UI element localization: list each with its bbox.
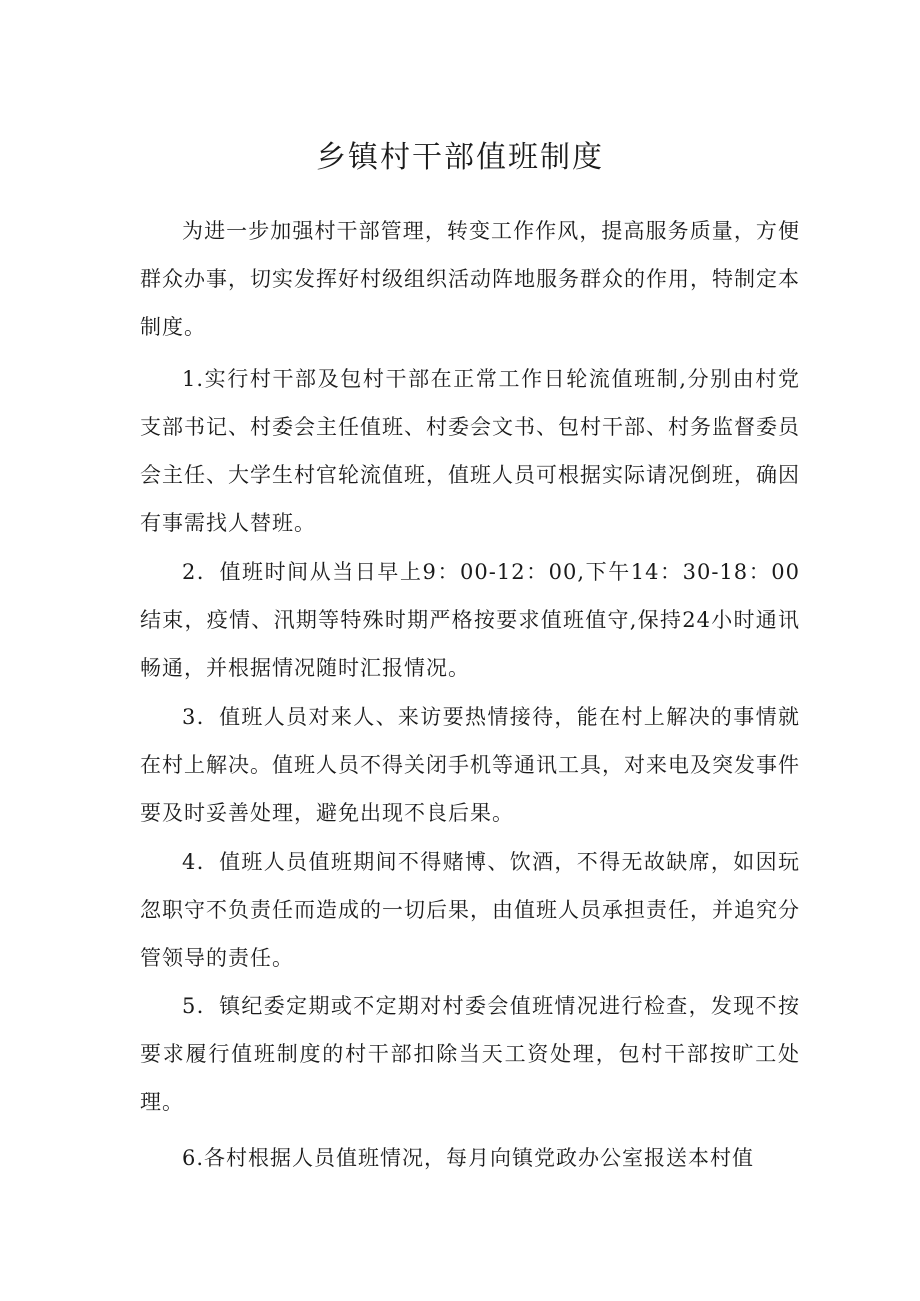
rule-item-3: 3．值班人员对来人、来访要热情接待，能在村上解决的事情就在村上解决。值班人员不得关闭手机等通讯工具，对来电及突发事件要及时妥善处理，避免出现不良后果。 xyxy=(140,705,800,825)
rule-item-6: 6.各村根据人员值班情况，每月向镇党政办公室报送本村值 xyxy=(182,1146,755,1170)
rule-item-5: 5．镇纪委定期或不定期对村委会值班情况进行检查，发现不按要求履行值班制度的村干部扣除当天工资处理，包村干部按旷工处理。 xyxy=(140,994,800,1114)
rule-item-2: 2．值班时间从当日早上9：00-12：00,下午14：30-18：00结束，疫情、汛期等特殊时期严格按要求值班值守,保持24小时通讯畅通，并根据情况随时汇报情况。 xyxy=(140,560,800,680)
rule-item-1: 1.实行村干部及包村干部在正常工作日轮流值班制,分别由村党支部书记、村委会主任值班、村委会文书、包村干部、村务监督委员会主任、大学生村官轮流值班，值班人员可根据实际请况倒班，确因有事需找人替班。 xyxy=(140,367,800,535)
document-title: 乡镇村干部值班制度 xyxy=(316,140,604,175)
rule-item-4: 4．值班人员值班期间不得赌博、饮酒，不得无故缺席，如因玩忽职守不负责任而造成的一切后果，由值班人员承担责任，并追究分管领导的责任。 xyxy=(140,850,800,970)
intro-paragraph: 为进一步加强村干部管理，转变工作作风，提高服务质量，方便群众办事，切实发挥好村级组织活动阵地服务群众的作用，特制定本制度。 xyxy=(140,219,800,339)
